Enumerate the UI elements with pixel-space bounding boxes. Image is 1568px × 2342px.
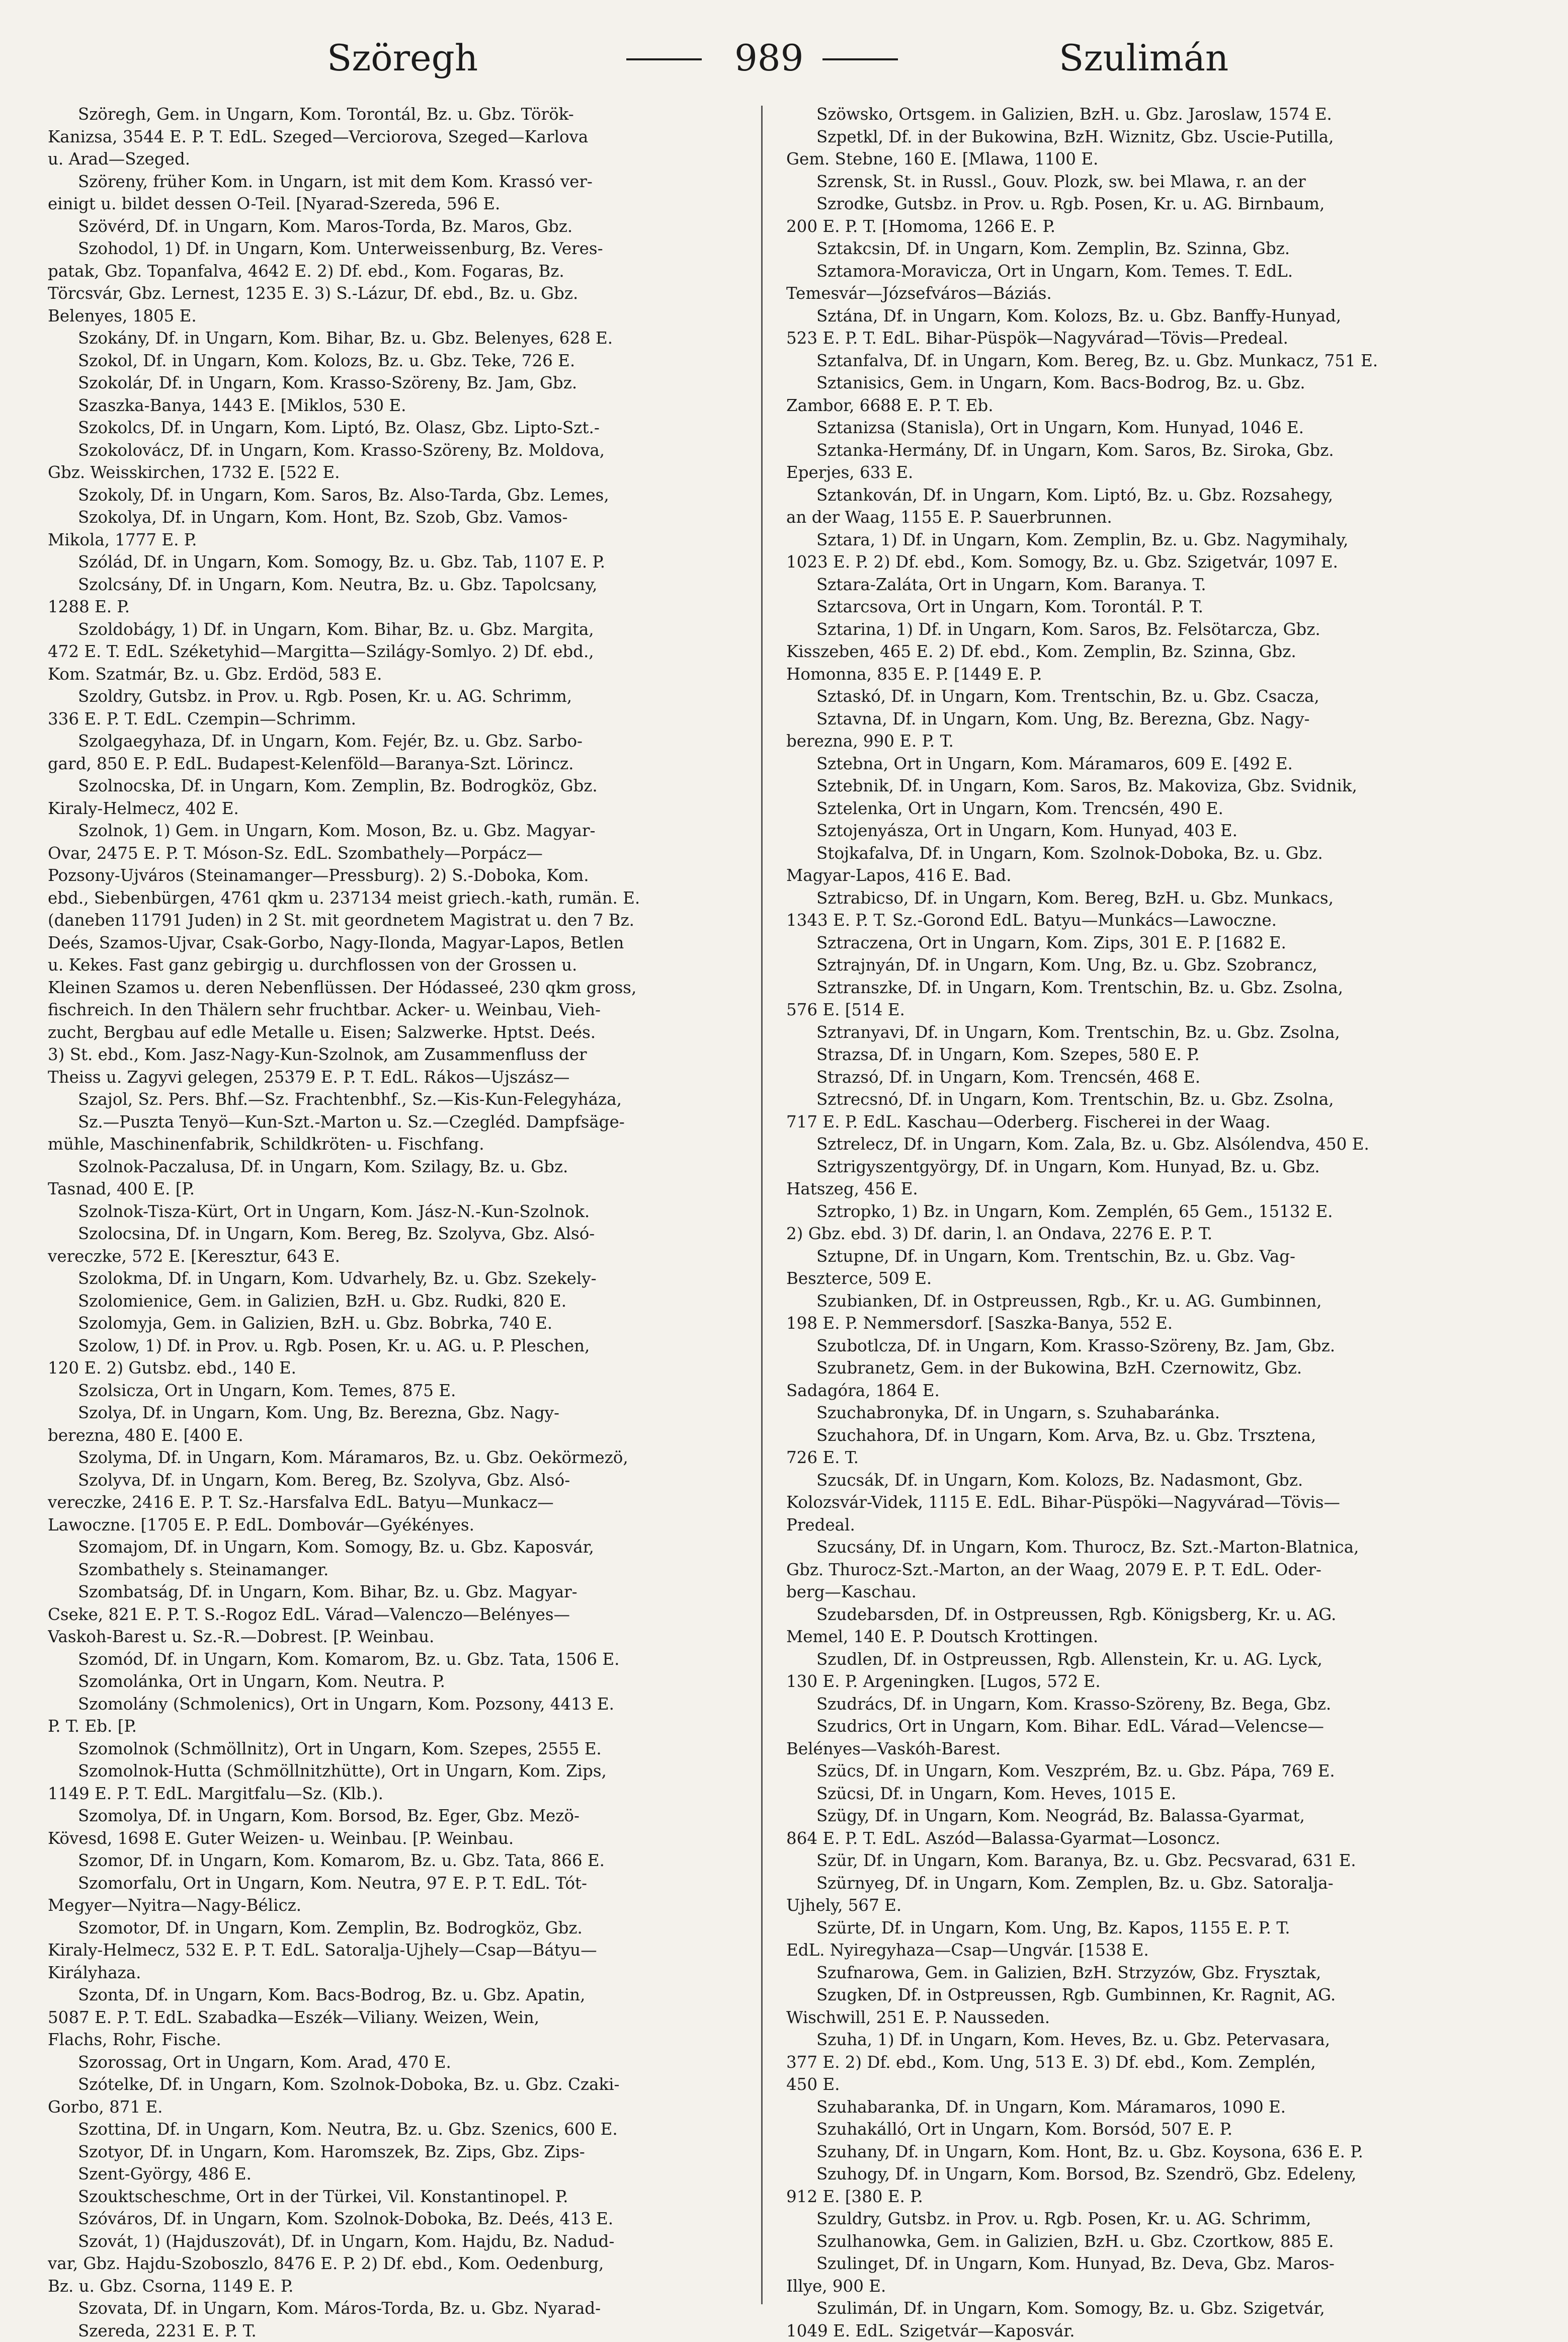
entry-line: 450 E. <box>786 2073 1498 2096</box>
entry-line: Szomorfalu, Ort in Ungarn, Kom. Neutra, 97 E. P. T. EdL. Tót- <box>48 1872 760 1895</box>
entry-line: 3) St. ebd., Kom. Jasz-Nagy-Kun-Szolnok, am Zusammenfluss der <box>48 1043 760 1066</box>
entry-line: Zambor, 6688 E. P. T. Eb. <box>786 394 1498 417</box>
entry-line: Szövérd, Df. in Ungarn, Kom. Maros-Torda, Bz. Maros, Gbz. <box>48 215 760 238</box>
left-column <box>48 103 760 2342</box>
entry-line: Szorossag, Ort in Ungarn, Kom. Arad, 470 E. <box>48 2051 760 2074</box>
entry-line: Sztupne, Df. in Ungarn, Kom. Trentschin, Bz. u. Gbz. Vag- <box>786 1245 1498 1268</box>
entry-line: Szolya, Df. in Ungarn, Kom. Ung, Bz. Berezna, Gbz. Nagy- <box>48 1402 760 1424</box>
entry-line: Kövesd, 1698 E. Guter Weizen- u. Weinbau. [P. Weinbau. <box>48 1827 760 1850</box>
entry-line: Szür, Df. in Ungarn, Kom. Baranya, Bz. u. Gbz. Pecsvarad, 631 E. <box>786 1849 1498 1872</box>
entry-line: Szolgaegyhaza, Df. in Ungarn, Kom. Fejér, Bz. u. Gbz. Sarbo- <box>48 730 760 753</box>
entry-line: Sztelenka, Ort in Ungarn, Kom. Trencsén, 490 E. <box>786 797 1498 820</box>
entry-line: 336 E. P. T. EdL. Czempin—Schrimm. <box>48 708 760 731</box>
entry-line: Szügy, Df. in Ungarn, Kom. Neográd, Bz. Balassa-Gyarmat, <box>786 1805 1498 1827</box>
entry-line: Szonta, Df. in Ungarn, Kom. Bacs-Bodrog, Bz. u. Gbz. Apatin, <box>48 1984 760 2006</box>
entry-line: Eperjes, 633 E. <box>786 461 1498 484</box>
entry-line: Megyer—Nyitra—Nagy-Bélicz. <box>48 1894 760 1917</box>
entry-line: Beszterce, 509 E. <box>786 1267 1498 1290</box>
entry-line: Sztána, Df. in Ungarn, Kom. Kolozs, Bz. u. Gbz. Banffy-Hunyad, <box>786 305 1498 328</box>
entry-line: Szomolánka, Ort in Ungarn, Kom. Neutra. P. <box>48 1670 760 1693</box>
entry-line: 912 E. [380 E. P. <box>786 2186 1498 2208</box>
entry-line: Szomajom, Df. in Ungarn, Kom. Somogy, Bz. u. Gbz. Kaposvár, <box>48 1536 760 1559</box>
entry-line: Sztarina, 1) Df. in Ungarn, Kom. Saros, Bz. Felsötarcza, Gbz. <box>786 618 1498 641</box>
entry-line: gard, 850 E. P. EdL. Budapest-Kelenföld—Baranya-Szt. Lörincz. <box>48 753 760 775</box>
entry-line: Szolyma, Df. in Ungarn, Kom. Máramaros, Bz. u. Gbz. Oekörmezö, <box>48 1446 760 1469</box>
entry-line: Szouktscheschme, Ort in der Türkei, Vil. Konstantinopel. P. <box>48 2186 760 2208</box>
entry-line: Sztrigyszentgyörgy, Df. in Ungarn, Kom. Hunyad, Bz. u. Gbz. <box>786 1156 1498 1178</box>
entry-line: Szulinget, Df. in Ungarn, Kom. Hunyad, Bz. Deva, Gbz. Maros- <box>786 2252 1498 2275</box>
entry-line: Szolow, 1) Df. in Prov. u. Rgb. Posen, Kr. u. AG. u. P. Pleschen, <box>48 1335 760 1357</box>
entry-line: Tasnad, 400 E. [P. <box>48 1178 760 1200</box>
entry-line: Szufnarowa, Gem. in Galizien, BzH. Strzyzów, Gbz. Frysztak, <box>786 1962 1498 1984</box>
entry-line: Szulhanowka, Gem. in Galizien, BzH. u. Gbz. Czortkow, 885 E. <box>786 2230 1498 2253</box>
entry-line: Szöregh, Gem. in Ungarn, Kom. Torontál, Bz. u. Gbz. Török- <box>48 103 760 126</box>
entry-line: 1149 E. P. T. EdL. Margitfalu—Sz. (Klb.). <box>48 1783 760 1805</box>
entry-line: Szohodol, 1) Df. in Ungarn, Kom. Unterweissenburg, Bz. Veres- <box>48 237 760 260</box>
entry-line: Szuchabronyka, Df. in Ungarn, s. Szuhabaránka. <box>786 1402 1498 1424</box>
entry-line: Szokány, Df. in Ungarn, Kom. Bihar, Bz. u. Gbz. Belenyes, 628 E. <box>48 327 760 350</box>
entry-line: patak, Gbz. Topanfalva, 4642 E. 2) Df. ebd., Kom. Fogaras, Bz. <box>48 260 760 283</box>
entry-line: Memel, 140 E. P. Doutsch Krottingen. <box>786 1626 1498 1648</box>
entry-line: Szokolovácz, Df. in Ungarn, Kom. Krasso-Szöreny, Bz. Moldova, <box>48 439 760 462</box>
entry-line: Kiraly-Helmecz, 532 E. P. T. EdL. Satoralja-Ujhely—Csap—Bátyu— <box>48 1939 760 1962</box>
entry-line: 5087 E. P. T. EdL. Szabadka—Eszék—Viliany. Weizen, Wein, <box>48 2006 760 2029</box>
entry-line: Szajol, Sz. Pers. Bhf.—Sz. Frachtenbhf., Sz.—Kis-Kun-Felegyháza, <box>48 1088 760 1111</box>
entry-line: Szolnocska, Df. in Ungarn, Kom. Zemplin, Bz. Bodrogköz, Gbz. <box>48 775 760 797</box>
entry-line: 2) Gbz. ebd. 3) Df. darin, l. an Ondava, 2276 E. P. T. <box>786 1223 1498 1245</box>
entry-line: Gem. Stebne, 160 E. [Mlawa, 1100 E. <box>786 148 1498 171</box>
header-first-entry: Szöregh <box>327 30 478 86</box>
entry-line: berezna, 990 E. P. T. <box>786 730 1498 753</box>
entry-line: Szomotor, Df. in Ungarn, Kom. Zemplin, Bz. Bodrogköz, Gbz. <box>48 1917 760 1940</box>
entry-line: Sz.—Puszta Tenyö—Kun-Szt.-Marton u. Sz.—Czegléd. Dampfsäge- <box>48 1111 760 1134</box>
entry-line: Belenyes, 1805 E. <box>48 305 760 328</box>
entry-line: Kiraly-Helmecz, 402 E. <box>48 797 760 820</box>
right-column <box>786 103 1498 2342</box>
entry-line: Szubranetz, Gem. in der Bukowina, BzH. Czernowitz, Gbz. <box>786 1357 1498 1380</box>
entry-line: Szomód, Df. in Ungarn, Kom. Komarom, Bz. u. Gbz. Tata, 1506 E. <box>48 1648 760 1671</box>
entry-line: Szolnok, 1) Gem. in Ungarn, Kom. Moson, Bz. u. Gbz. Magyar- <box>48 820 760 842</box>
header-dash-left <box>626 58 702 60</box>
entry-line: 377 E. 2) Df. ebd., Kom. Ung, 513 E. 3) Df. ebd., Kom. Zemplén, <box>786 2051 1498 2074</box>
entry-line: Predeal. <box>786 1514 1498 1537</box>
entry-line: Cseke, 821 E. P. T. S.-Rogoz EdL. Várad—Valenczo—Belényes— <box>48 1603 760 1626</box>
entry-line: einigt u. bildet dessen O-Teil. [Nyarad-Szereda, 596 E. <box>48 193 760 215</box>
entry-line: Szent-György, 486 E. <box>48 2163 760 2186</box>
entry-line: Szomor, Df. in Ungarn, Kom. Komarom, Bz. u. Gbz. Tata, 866 E. <box>48 1849 760 1872</box>
entry-line: Szudlen, Df. in Ostpreussen, Rgb. Allenstein, Kr. u. AG. Lyck, <box>786 1648 1498 1671</box>
entry-line: Szolsicza, Ort in Ungarn, Kom. Temes, 875 E. <box>48 1380 760 1402</box>
entry-line: Szucsák, Df. in Ungarn, Kom. Kolozs, Bz. Nadasmont, Gbz. <box>786 1469 1498 1492</box>
entry-line: Szolyva, Df. in Ungarn, Kom. Bereg, Bz. Szolyva, Gbz. Alsó- <box>48 1469 760 1492</box>
entry-line: Szürte, Df. in Ungarn, Kom. Ung, Bz. Kapos, 1155 E. P. T. <box>786 1917 1498 1940</box>
entry-line: u. Kekes. Fast ganz gebirgig u. durchflossen von der Grossen u. <box>48 954 760 977</box>
entry-line: Szürnyeg, Df. in Ungarn, Kom. Zemplen, Bz. u. Gbz. Satoralja- <box>786 1872 1498 1895</box>
entry-line: Szolnok-Paczalusa, Df. in Ungarn, Kom. Szilagy, Bz. u. Gbz. <box>48 1156 760 1178</box>
entry-line: Sztanfalva, Df. in Ungarn, Kom. Bereg, Bz. u. Gbz. Munkacz, 751 E. <box>786 350 1498 372</box>
entry-line: Sztrecsnó, Df. in Ungarn, Kom. Trentschin, Bz. u. Gbz. Zsolna, <box>786 1088 1498 1111</box>
entry-line: 726 E. T. <box>786 1446 1498 1469</box>
entry-line: 120 E. 2) Gutsbz. ebd., 140 E. <box>48 1357 760 1380</box>
entry-line: Gbz. Thurocz-Szt.-Marton, an der Waag, 2079 E. P. T. EdL. Oder- <box>786 1559 1498 1581</box>
entry-line: Sztara, 1) Df. in Ungarn, Kom. Zemplin, Bz. u. Gbz. Nagymihaly, <box>786 529 1498 551</box>
entry-line: Sztebna, Ort in Ungarn, Kom. Máramaros, 609 E. [492 E. <box>786 753 1498 775</box>
entry-line: Sztakcsin, Df. in Ungarn, Kom. Zemplin, Bz. Szinna, Gbz. <box>786 237 1498 260</box>
entry-line: Sztanka-Hermány, Df. in Ungarn, Kom. Saros, Bz. Siroka, Gbz. <box>786 439 1498 462</box>
entry-line: ebd., Siebenbürgen, 4761 qkm u. 237134 meist griech.-kath, rumän. E. <box>48 887 760 910</box>
entry-line: 523 E. P. T. EdL. Bihar-Püspök—Nagyvárad—Tövis—Predeal. <box>786 327 1498 350</box>
entry-line: fischreich. In den Thälern sehr fruchtbar. Acker- u. Weinbau, Vieh- <box>48 999 760 1021</box>
entry-line: Szolokma, Df. in Ungarn, Kom. Udvarhely, Bz. u. Gbz. Szekely- <box>48 1267 760 1290</box>
entry-line: 1288 E. P. <box>48 596 760 618</box>
entry-line: Szolcsány, Df. in Ungarn, Kom. Neutra, Bz. u. Gbz. Tapolcsany, <box>48 574 760 596</box>
entry-line: 198 E. P. Nemmersdorf. [Saszka-Banya, 552 E. <box>786 1312 1498 1335</box>
entry-line: Pozsony-Ujváros (Steinamanger—Pressburg). 2) S.-Doboka, Kom. <box>48 864 760 887</box>
entry-line: Szöreny, früher Kom. in Ungarn, ist mit dem Kom. Krassó ver- <box>48 171 760 193</box>
entry-line: Sztebnik, Df. in Ungarn, Kom. Saros, Bz. Makoviza, Gbz. Svidnik, <box>786 775 1498 797</box>
entry-line: Deés, Szamos-Ujvar, Csak-Gorbo, Nagy-Ilonda, Magyar-Lapos, Betlen <box>48 932 760 954</box>
entry-line: Strazsó, Df. in Ungarn, Kom. Trencsén, 468 E. <box>786 1066 1498 1089</box>
entry-line: Sztarcsova, Ort in Ungarn, Kom. Torontál. P. T. <box>786 596 1498 618</box>
entry-line: 472 E. T. EdL. Széketyhid—Margitta—Szilágy-Somlyo. 2) Df. ebd., <box>48 640 760 663</box>
entry-line: Szótelke, Df. in Ungarn, Kom. Szolnok-Doboka, Bz. u. Gbz. Czaki- <box>48 2073 760 2096</box>
entry-line: Szuha, 1) Df. in Ungarn, Kom. Heves, Bz. u. Gbz. Petervasara, <box>786 2029 1498 2051</box>
entry-line: Szuhakálló, Ort in Ungarn, Kom. Borsód, 507 E. P. <box>786 2118 1498 2141</box>
entry-line: var, Gbz. Hajdu-Szoboszlo, 8476 E. P. 2) Df. ebd., Kom. Oedenburg, <box>48 2252 760 2275</box>
entry-line: Sztaskó, Df. in Ungarn, Kom. Trentschin, Bz. u. Gbz. Csacza, <box>786 685 1498 708</box>
entry-line: Kolozsvár-Videk, 1115 E. EdL. Bihar-Püspöki—Nagyvárad—Tövis— <box>786 1491 1498 1514</box>
entry-line: Szuhogy, Df. in Ungarn, Kom. Borsod, Bz. Szendrö, Gbz. Edeleny, <box>786 2163 1498 2186</box>
entry-line: Szolnok-Tisza-Kürt, Ort in Ungarn, Kom. Jász-N.-Kun-Szolnok. <box>48 1200 760 1223</box>
entry-line: Szokolya, Df. in Ungarn, Kom. Hont, Bz. Szob, Gbz. Vamos- <box>48 506 760 529</box>
entry-line: Sztranszke, Df. in Ungarn, Kom. Trentschin, Bz. u. Gbz. Zsolna, <box>786 977 1498 999</box>
entry-line: Szöwsko, Ortsgem. in Galizien, BzH. u. Gbz. Jaroslaw, 1574 E. <box>786 103 1498 126</box>
header-dash-right <box>822 58 898 60</box>
entry-line: Szoldobágy, 1) Df. in Ungarn, Kom. Bihar, Bz. u. Gbz. Margita, <box>48 618 760 641</box>
page-number: 989 <box>734 30 803 86</box>
entry-line: Szaszka-Banya, 1443 E. [Miklos, 530 E. <box>48 394 760 417</box>
entry-line: Szudebarsden, Df. in Ostpreussen, Rgb. Königsberg, Kr. u. AG. <box>786 1603 1498 1626</box>
entry-line: 717 E. P. EdL. Kaschau—Oderberg. Fischerei in der Waag. <box>786 1111 1498 1134</box>
entry-line: Ujhely, 567 E. <box>786 1894 1498 1917</box>
entry-line: Törcsvár, Gbz. Lernest, 1235 E. 3) S.-Lázur, Df. ebd., Bz. u. Gbz. <box>48 282 760 305</box>
entry-line: Szücsi, Df. in Ungarn, Kom. Heves, 1015 E. <box>786 1783 1498 1805</box>
entry-line: Mikola, 1777 E. P. <box>48 529 760 551</box>
entry-line: Bz. u. Gbz. Csorna, 1149 E. P. <box>48 2275 760 2298</box>
entry-line: Sztanisics, Gem. in Ungarn, Kom. Bacs-Bodrog, Bz. u. Gbz. <box>786 372 1498 394</box>
entry-line: Szrensk, St. in Russl., Gouv. Plozk, sw. bei Mlawa, r. an der <box>786 171 1498 193</box>
entry-line: Szomolnok (Schmöllnitz), Ort in Ungarn, Kom. Szepes, 2555 E. <box>48 1738 760 1760</box>
entry-line: Sztraczena, Ort in Ungarn, Kom. Zips, 301 E. P. [1682 E. <box>786 932 1498 954</box>
entry-line: Flachs, Rohr, Fische. <box>48 2029 760 2051</box>
entry-line: vereczke, 2416 E. P. T. Sz.-Harsfalva EdL. Batyu—Munkacz— <box>48 1491 760 1514</box>
entry-line: Szulimán, Df. in Ungarn, Kom. Somogy, Bz. u. Gbz. Szigetvár, <box>786 2297 1498 2320</box>
entry-line: Kleinen Szamos u. deren Nebenflüssen. Der Hódasseé, 230 qkm gross, <box>48 977 760 999</box>
entry-line: Vaskoh-Barest u. Sz.-R.—Dobrest. [P. Weinbau. <box>48 1626 760 1648</box>
entry-line: Szovát, 1) (Hajduszovát), Df. in Ungarn, Kom. Hajdu, Bz. Nadud- <box>48 2230 760 2253</box>
entry-line: Szolomienice, Gem. in Galizien, BzH. u. Gbz. Rudki, 820 E. <box>48 1290 760 1313</box>
entry-line: Szubotlcza, Df. in Ungarn, Kom. Krasso-Szöreny, Bz. Jam, Gbz. <box>786 1335 1498 1357</box>
entry-line: Szpetkl, Df. in der Bukowina, BzH. Wiznitz, Gbz. Uscie-Putilla, <box>786 126 1498 148</box>
entry-line: Sztropko, 1) Bz. in Ungarn, Kom. Zemplén, 65 Gem., 15132 E. <box>786 1200 1498 1223</box>
entry-line: 1343 E. P. T. Sz.-Gorond EdL. Batyu—Munkács—Lawoczne. <box>786 909 1498 932</box>
entry-line: Strazsa, Df. in Ungarn, Kom. Szepes, 580 E. P. <box>786 1043 1498 1066</box>
entry-line: Szomolány (Schmolenics), Ort in Ungarn, Kom. Pozsony, 4413 E. <box>48 1693 760 1716</box>
entry-line: Illye, 900 E. <box>786 2275 1498 2298</box>
entry-line: 1049 E. EdL. Szigetvár—Kaposvár. <box>786 2320 1498 2342</box>
entry-line: an der Waag, 1155 E. P. Sauerbrunnen. <box>786 506 1498 529</box>
entry-line: Szudrics, Ort in Ungarn, Kom. Bihar. EdL. Várad—Velencse— <box>786 1715 1498 1738</box>
entry-line: Szrodke, Gutsbz. in Prov. u. Rgb. Posen, Kr. u. AG. Birnbaum, <box>786 193 1498 215</box>
entry-line: vereczke, 572 E. [Keresztur, 643 E. <box>48 1245 760 1268</box>
entry-line: Kisszeben, 465 E. 2) Df. ebd., Kom. Zemplin, Bz. Szinna, Gbz. <box>786 640 1498 663</box>
entry-line: Szomolnok-Hutta (Schmöllnitzhütte), Ort in Ungarn, Kom. Zips, <box>48 1760 760 1783</box>
entry-line: mühle, Maschinenfabrik, Schildkröten- u. Fischfang. <box>48 1133 760 1156</box>
entry-line: Sztrabicso, Df. in Ungarn, Kom. Bereg, BzH. u. Gbz. Munkacs, <box>786 887 1498 910</box>
entry-line: Kanizsa, 3544 E. P. T. EdL. Szeged—Verciorova, Szeged—Karlova <box>48 126 760 148</box>
entry-line: Szottina, Df. in Ungarn, Kom. Neutra, Bz. u. Gbz. Szenics, 600 E. <box>48 2118 760 2141</box>
entry-line: Sztranyavi, Df. in Ungarn, Kom. Trentschin, Bz. u. Gbz. Zsolna, <box>786 1021 1498 1044</box>
entry-line: 1023 E. P. 2) Df. ebd., Kom. Somogy, Bz. u. Gbz. Szigetvár, 1097 E. <box>786 551 1498 574</box>
entry-line: (daneben 11791 Juden) in 2 St. mit geordnetem Magistrat u. den 7 Bz. <box>48 909 760 932</box>
entry-line: Szolocsina, Df. in Ungarn, Kom. Bereg, Bz. Szolyva, Gbz. Alsó- <box>48 1223 760 1245</box>
entry-line: Temesvár—Józsefváros—Báziás. <box>786 282 1498 305</box>
entry-line: Szuhabaranka, Df. in Ungarn, Kom. Máramaros, 1090 E. <box>786 2096 1498 2119</box>
entry-line: Magyar-Lapos, 416 E. Bad. <box>786 864 1498 887</box>
entry-line: Sztrajnyán, Df. in Ungarn, Kom. Ung, Bz. u. Gbz. Szobrancz, <box>786 954 1498 977</box>
entry-line: Gbz. Weisskirchen, 1732 E. [522 E. <box>48 461 760 484</box>
entry-line: Theiss u. Zagyvi gelegen, 25379 E. P. T. EdL. Rákos—Ujszász— <box>48 1066 760 1089</box>
entry-line: 200 E. P. T. [Homoma, 1266 E. P. <box>786 215 1498 238</box>
entry-line: u. Arad—Szeged. <box>48 148 760 171</box>
entry-line: Szucsány, Df. in Ungarn, Kom. Thurocz, Bz. Szt.-Marton-Blatnica, <box>786 1536 1498 1559</box>
entry-line: 864 E. P. T. EdL. Aszód—Balassa-Gyarmat—Losoncz. <box>786 1827 1498 1850</box>
entry-line: Homonna, 835 E. P. [1449 E. P. <box>786 663 1498 686</box>
entry-line: Szuhany, Df. in Ungarn, Kom. Hont, Bz. u. Gbz. Koysona, 636 E. P. <box>786 2141 1498 2163</box>
entry-line: berezna, 480 E. [400 E. <box>48 1424 760 1447</box>
entry-line: Sztavna, Df. in Ungarn, Kom. Ung, Bz. Berezna, Gbz. Nagy- <box>786 708 1498 731</box>
entry-line: Sztojenyásza, Ort in Ungarn, Kom. Hunyad, 403 E. <box>786 820 1498 842</box>
entry-line: Királyhaza. <box>48 1962 760 1984</box>
entry-line: Sztanizsa (Stanisla), Ort in Ungarn, Kom. Hunyad, 1046 E. <box>786 417 1498 439</box>
entry-line: Stojkafalva, Df. in Ungarn, Kom. Szolnok-Doboka, Bz. u. Gbz. <box>786 842 1498 865</box>
entry-line: Szokolcs, Df. in Ungarn, Kom. Liptó, Bz. Olasz, Gbz. Lipto-Szt.- <box>48 417 760 439</box>
entry-line: Szolomyja, Gem. in Galizien, BzH. u. Gbz. Bobrka, 740 E. <box>48 1312 760 1335</box>
entry-line: Szoldry, Gutsbz. in Prov. u. Rgb. Posen, Kr. u. AG. Schrimm, <box>48 685 760 708</box>
entry-line: Sztankován, Df. in Ungarn, Kom. Liptó, Bz. u. Gbz. Rozsahegy, <box>786 484 1498 507</box>
entry-line: Szubianken, Df. in Ostpreussen, Rgb., Kr. u. AG. Gumbinnen, <box>786 1290 1498 1313</box>
entry-line: Sadagóra, 1864 E. <box>786 1380 1498 1402</box>
entry-line: Szokoly, Df. in Ungarn, Kom. Saros, Bz. Also-Tarda, Gbz. Lemes, <box>48 484 760 507</box>
entry-line: Szokol, Df. in Ungarn, Kom. Kolozs, Bz. u. Gbz. Teke, 726 E. <box>48 350 760 372</box>
entry-line: Ovar, 2475 E. P. T. Móson-Sz. EdL. Szombathely—Porpácz— <box>48 842 760 865</box>
entry-line: Sztrelecz, Df. in Ungarn, Kom. Zala, Bz. u. Gbz. Alsólendva, 450 E. <box>786 1133 1498 1156</box>
entry-line: Szovata, Df. in Ungarn, Kom. Máros-Torda, Bz. u. Gbz. Nyarad- <box>48 2297 760 2320</box>
entry-line: Wischwill, 251 E. P. Nausseden. <box>786 2006 1498 2029</box>
entry-line: Gorbo, 871 E. <box>48 2096 760 2119</box>
page-header <box>0 30 1568 86</box>
entry-line: Szuldry, Gutsbz. in Prov. u. Rgb. Posen, Kr. u. AG. Schrimm, <box>786 2208 1498 2230</box>
entry-line: Sztamora-Moravicza, Ort in Ungarn, Kom. Temes. T. EdL. <box>786 260 1498 283</box>
entry-line: Szugken, Df. in Ostpreussen, Rgb. Gumbinnen, Kr. Ragnit, AG. <box>786 1984 1498 2006</box>
entry-line: Szücs, Df. in Ungarn, Kom. Veszprém, Bz. u. Gbz. Pápa, 769 E. <box>786 1760 1498 1783</box>
entry-line: Szóváros, Df. in Ungarn, Kom. Szolnok-Doboka, Bz. Deés, 413 E. <box>48 2208 760 2230</box>
entry-line: berg—Kaschau. <box>786 1581 1498 1603</box>
entry-line: Szokolár, Df. in Ungarn, Kom. Krasso-Szöreny, Bz. Jam, Gbz. <box>48 372 760 394</box>
entry-line: Szudrács, Df. in Ungarn, Kom. Krasso-Szöreny, Bz. Bega, Gbz. <box>786 1693 1498 1716</box>
entry-line: EdL. Nyiregyhaza—Csap—Ungvár. [1538 E. <box>786 1939 1498 1962</box>
entry-line: Szombatság, Df. in Ungarn, Kom. Bihar, Bz. u. Gbz. Magyar- <box>48 1581 760 1603</box>
entry-line: Szereda, 2231 E. P. T. <box>48 2320 760 2342</box>
entry-line: Kom. Szatmár, Bz. u. Gbz. Erdöd, 583 E. <box>48 663 760 686</box>
entry-line: Belényes—Vaskóh-Barest. <box>786 1738 1498 1760</box>
entry-line: P. T. Eb. [P. <box>48 1715 760 1738</box>
entry-line: Sztara-Zaláta, Ort in Ungarn, Kom. Baranya. T. <box>786 574 1498 596</box>
entry-line: Hatszeg, 456 E. <box>786 1178 1498 1200</box>
entry-line: Szomolya, Df. in Ungarn, Kom. Borsod, Bz. Eger, Gbz. Mezö- <box>48 1805 760 1827</box>
entry-line: 576 E. [514 E. <box>786 999 1498 1021</box>
entry-line: Szuchahora, Df. in Ungarn, Kom. Arva, Bz. u. Gbz. Trsztena, <box>786 1424 1498 1447</box>
entry-line: Lawoczne. [1705 E. P. EdL. Dombovár—Gyékényes. <box>48 1514 760 1537</box>
entry-line: 130 E. P. Argeningken. [Lugos, 572 E. <box>786 1670 1498 1693</box>
entry-line: zucht, Bergbau auf edle Metalle u. Eisen; Salzwerke. Hptst. Deés. <box>48 1021 760 1044</box>
header-last-entry: Szulimán <box>1059 30 1228 86</box>
entry-line: Szombathely s. Steinamanger. <box>48 1559 760 1581</box>
entry-line: Szotyor, Df. in Ungarn, Kom. Haromszek, Bz. Zips, Gbz. Zips- <box>48 2141 760 2163</box>
column-divider <box>761 106 763 2304</box>
entry-line: Szólád, Df. in Ungarn, Kom. Somogy, Bz. u. Gbz. Tab, 1107 E. P. <box>48 551 760 574</box>
